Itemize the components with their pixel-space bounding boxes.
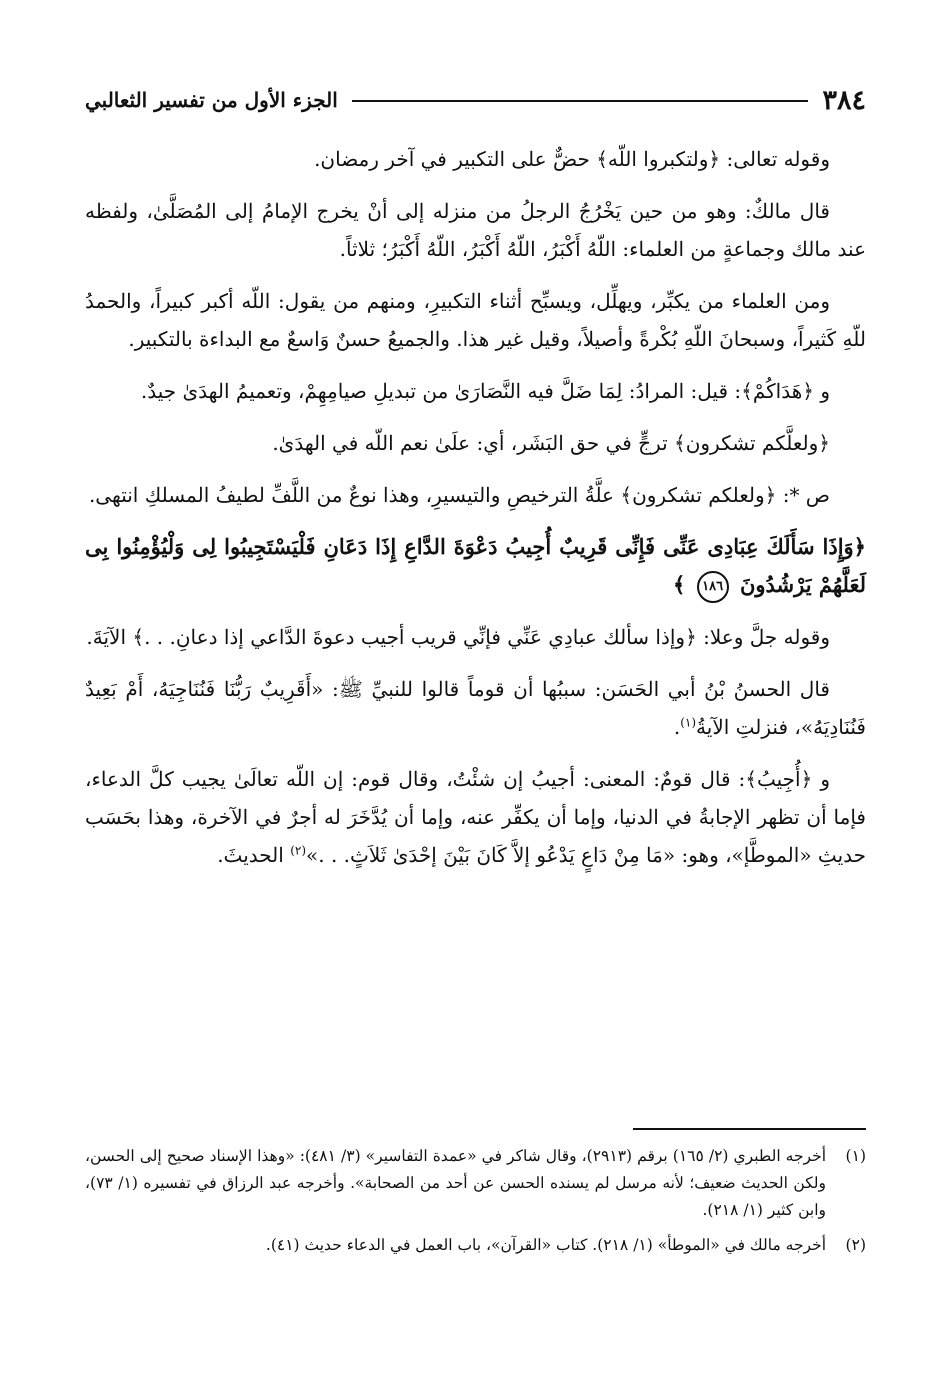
footnotes [85,1143,866,1267]
paragraph-text: و ﴿أُجِيبُ﴾: قال قومٌ: المعنى: أجيبُ إن شئْتُ، وقال قوم: إن اللّه تعالَىٰ يجيب كلَّ الدعاء، فإما أن تظهر الإجابةُ في الدنيا، وإما أن يكفِّر عنه، وإما أن يُدَّخَرَ له أجرٌ في الآخرة، وهذا بحَسَب حديثِ «الموطَّإ»، وهو: «مَا مِنْ دَاعٍ يَدْعُو إلاَّ كَانَ بَيْنَ إحْدَىٰ ثَلاَثٍ. . .» [85,767,866,867]
quran-verse-text: ﴿وَإِذَا سَأَلَكَ عِبَادِى عَنِّى فَإِنِّى قَرِيبٌ أُجِيبُ دَعْوَةَ الدَّاعِ إِذَا دَعَانِ فَلْيَسْتَجِيبُوا لِى وَلْيُؤْمِنُوا بِى لَعَلَّهُمْ يَرْشُدُونَ [85,534,866,597]
paragraph: وقوله جلَّ وعلا: ﴿وإذا سألك عبادِي عَنِّي فإنِّي قريب أجيب دعوةَ الدَّاعي إذا دعانِ. . .﴾ الآيَةَ. [86,625,830,649]
paragraph-text: قال الحسنُ بْنُ أبي الحَسَن: سببُها أن قوماً قالوا للنبيِّ ﷺ: «أَقَرِيبٌ رَبُّنَا فَنُنَاجِيَهُ، أَمْ بَعِيدٌ فَنُنَادِيَهُ»، فنزلتِ الآيةُ [85,677,866,739]
main-text [85,140,866,888]
footnote [85,1232,866,1259]
footnote-ref[interactable]: (٢) [290,843,307,858]
quran-verse [85,528,866,604]
footnote-rule [633,1128,866,1130]
page-number: ٣٨٤ [822,84,866,116]
verse-number-marker: ١٨٦ [697,571,729,603]
paragraph: قال مالكٌ: وهو من حين يَخْرُجُ الرجلُ من منزله إلى أنْ يخرج الإمامُ إلى المُصَلَّىٰ، ولفظه عند مالك وجماعةٍ من العلماء: اللّهُ أَكْبَرُ، اللّهُ أَكْبَرُ، اللّهُ أَكْبَرُ؛ ثلاثاً. [85,199,866,261]
paragraph: ومن العلماء من يكبِّر، ويهلِّل، ويسبِّح أثناء التكبيرِ، ومنهم من يقول: اللّه أكبر كبيراً، والحمدُ للّهِ كَثيراً، وسبحانَ اللّهِ بُكْرةً وأصيلاً، وقيل غير هذا. والجميعُ حسنٌ وَاسعٌ مع البداءة بالتكبير. [85,289,866,351]
paragraph: وقوله تعالى: ﴿ولتكبروا اللّه﴾ حضٌّ على التكبير في آخر رمضان. [314,147,830,171]
paragraph: قال الحسنُ بْنُ أبي الحَسَن: سببُها أن قوماً قالوا للنبيِّ ﷺ: «أَقَرِيبٌ رَبُّنَا فَنُنَاجِيَهُ، أَمْ بَعِيدٌ فَنُنَادِيَهُ»، فنزلتِ الآيةُ$^{(١)}$. [85,677,866,739]
header-rule [352,100,809,102]
paragraph: ﴿ولعلَّكم تشكرون﴾ ترجٍّ في حق البَشَر، أي: علَىٰ نعم اللّه في الهدَىٰ. [272,431,830,455]
footnote-ref[interactable]: (١) [680,715,697,730]
footnote [85,1143,866,1224]
footnote-text: أخرجه مالك في «الموطأ» (١/ ٢١٨). كتاب «القرآن»، باب العمل في الدعاء حديث (٤١). [265,1236,826,1254]
paragraph [85,760,866,874]
footnote-number: (٢) [845,1236,866,1254]
running-title: الجزء الأول من تفسير الثعالبي [85,88,338,112]
footnote-number: (١) [845,1147,866,1165]
footnote-text: أخرجه الطبري (٢/ ١٦٥) برقم (٢٩١٣)، وقال شاكر في «عمدة التفاسير» (٣/ ٤٨١): «وهذا الإسناد صحيح إلى الحسن، ولكن الحديث ضعيف؛ لأنه مرسل لم يسنده الحسن عن أحد من الصحابة». وأخرجه عبد الرزاق في تفسيره (١/ ٧٣)، وابن كثير (١/ ٢١٨). [85,1147,826,1219]
paragraph: و ﴿هَدَاكُمْ﴾: قيل: المرادُ: لِمَا ضَلَّ فيه النَّصَارَىٰ من تبديلِ صيامِهِمْ، وتعميمُ الهدَىٰ جيدٌ. [140,379,830,403]
running-header [85,80,866,120]
paragraph-text: الحديثَ. [217,843,284,867]
quran-verse-close: ﴾ [673,572,686,597]
paragraph: ص *: ﴿ولعلكم تشكرون﴾ علَّةُ الترخيصِ والتيسيرِ، وهذا نوعٌ من اللَّفِّ لطيفُ المسلكِ انتهى. [88,483,830,507]
